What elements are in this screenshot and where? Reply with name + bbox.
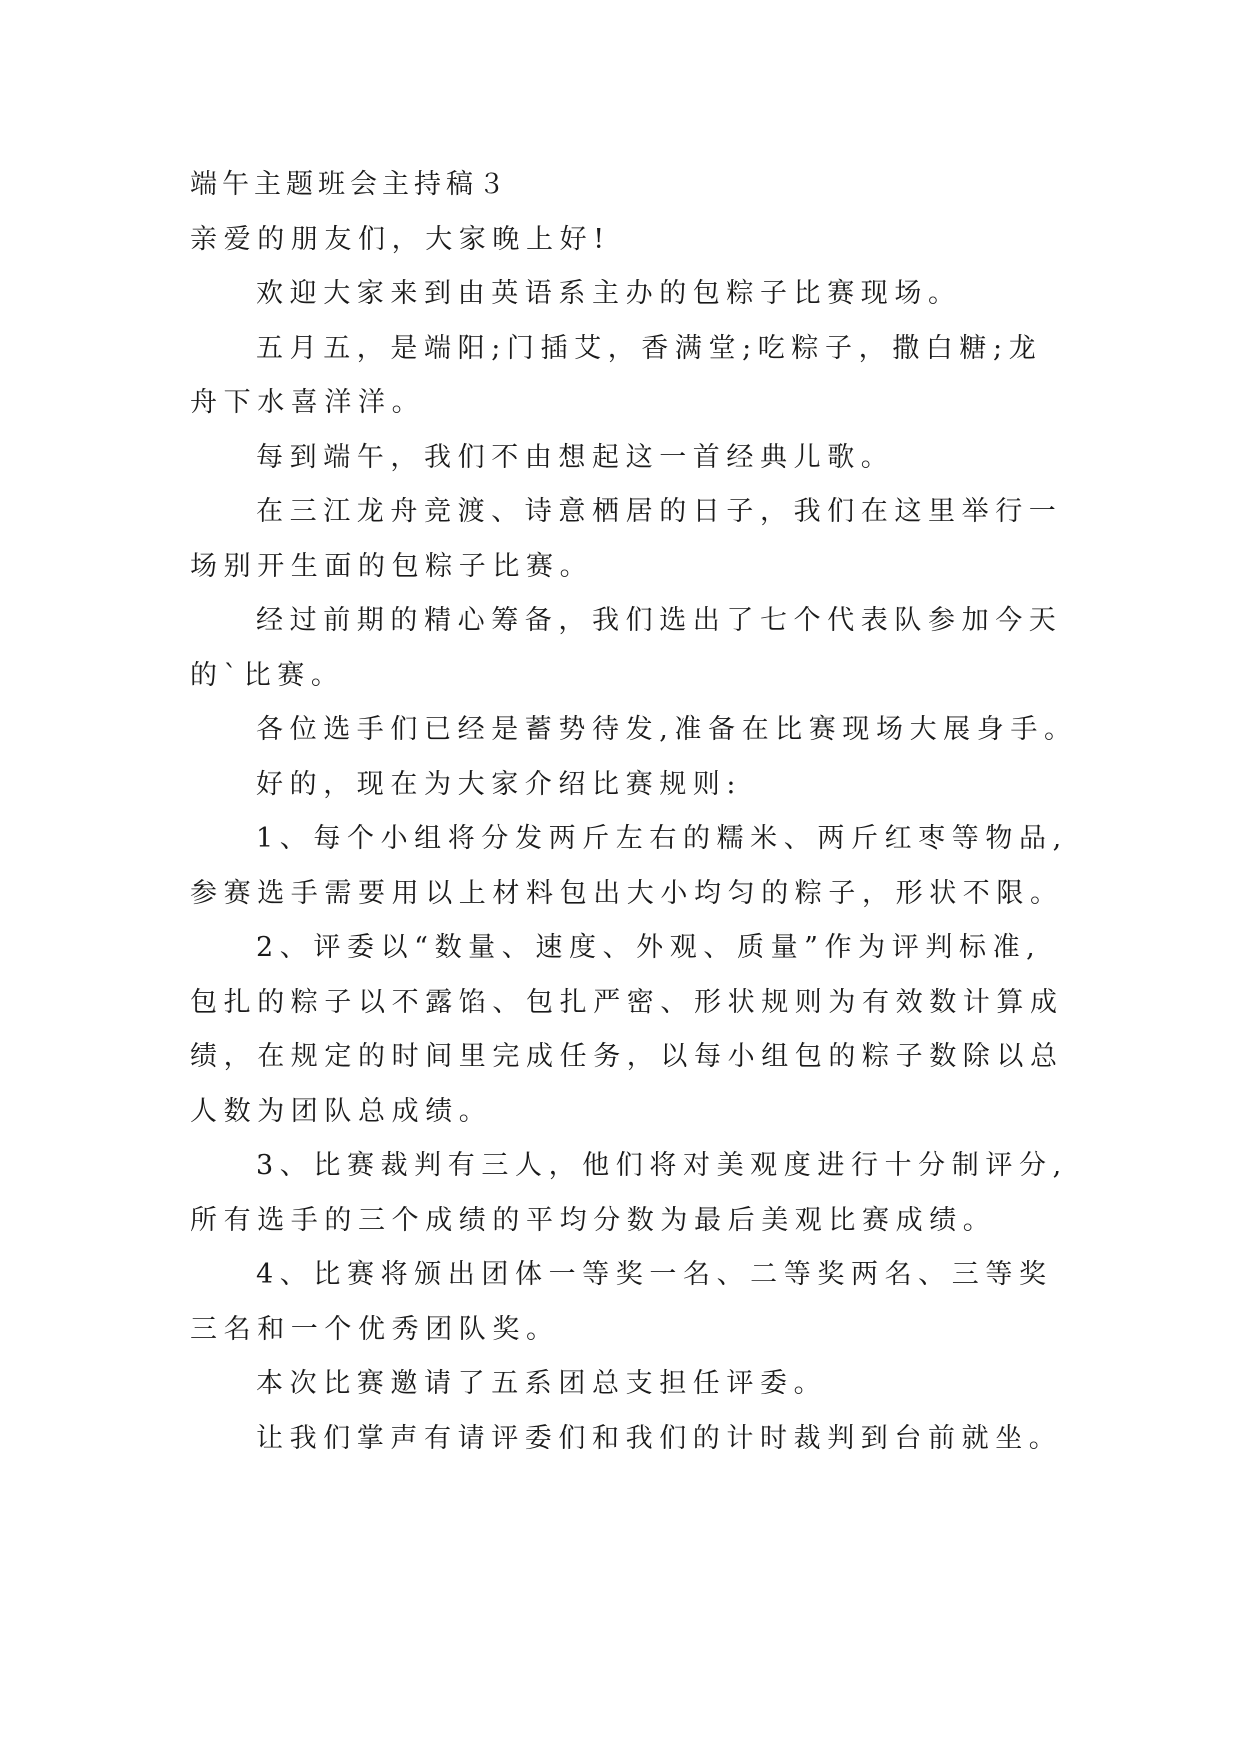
paragraph-teams-line-1: 经过前期的精心筹备，我们选出了七个代表队参加今天 (256, 605, 1063, 636)
rule-2-line-2: 包扎的粽子以不露馅、包扎严密、形状规则为有效数计算成 (190, 986, 1064, 1018)
paragraph-rhyme-line-1: 五月五，是端阳;门插艾，香满堂;吃粽子，撒白糖;龙 (256, 332, 1043, 364)
rule-3-line-1: 3、比赛裁判有三人，他们将对美观度进行十分制评分, (256, 1150, 1068, 1181)
paragraph-teams-line-2: 的`比赛。 (190, 659, 345, 691)
rule-2-line-3: 绩，在规定的时间里完成任务，以每小组包的粽子数除以总 (190, 1041, 1064, 1072)
rule-4-line-2: 三名和一个优秀团队奖。 (190, 1313, 560, 1345)
rule-2-line-4: 人数为团队总成绩。 (190, 1095, 493, 1127)
paragraph-rhyme-line-2: 舟下水喜洋洋。 (190, 387, 426, 418)
document-title: 端午主题班会主持稿３ (190, 169, 510, 200)
paragraph-event-line-1: 在三江龙舟竞渡、诗意栖居的日子，我们在这里举行一 (256, 496, 1063, 527)
greeting-line: 亲爱的朋友们，大家晚上好! (190, 223, 611, 255)
rule-4-line-1: 4、比赛将颁出团体一等奖一名、二等奖两名、三等奖 (256, 1259, 1053, 1290)
rule-3-line-2: 所有选手的三个成绩的平均分数为最后美观比赛成绩。 (190, 1204, 997, 1236)
paragraph-welcome: 欢迎大家来到由英语系主办的包粽子比赛现场。 (256, 278, 962, 309)
paragraph-judges: 本次比赛邀请了五系团总支担任评委。 (256, 1368, 828, 1399)
paragraph-applause: 让我们掌声有请评委们和我们的计时裁判到台前就坐。 (256, 1422, 1063, 1454)
document-body (190, 158, 1078, 1466)
rule-1-line-1: 1、每个小组将分发两斤左右的糯米、两斤红枣等物品, (256, 823, 1068, 854)
paragraph-ready: 各位选手们已经是蓄势待发,准备在比赛现场大展身手。 (256, 714, 1078, 745)
paragraph-rules-intro: 好的，现在为大家介绍比赛规则: (256, 768, 743, 800)
rule-2-line-1: 2、评委以“数量、速度、外观、质量”作为评判标准, (256, 932, 1042, 963)
paragraph-song: 每到端午，我们不由想起这一首经典儿歌。 (256, 441, 895, 473)
rule-1-line-2: 参赛选手需要用以上材料包出大小均匀的粽子，形状不限。 (190, 877, 1064, 909)
paragraph-event-line-2: 场别开生面的包粽子比赛。 (190, 550, 594, 582)
